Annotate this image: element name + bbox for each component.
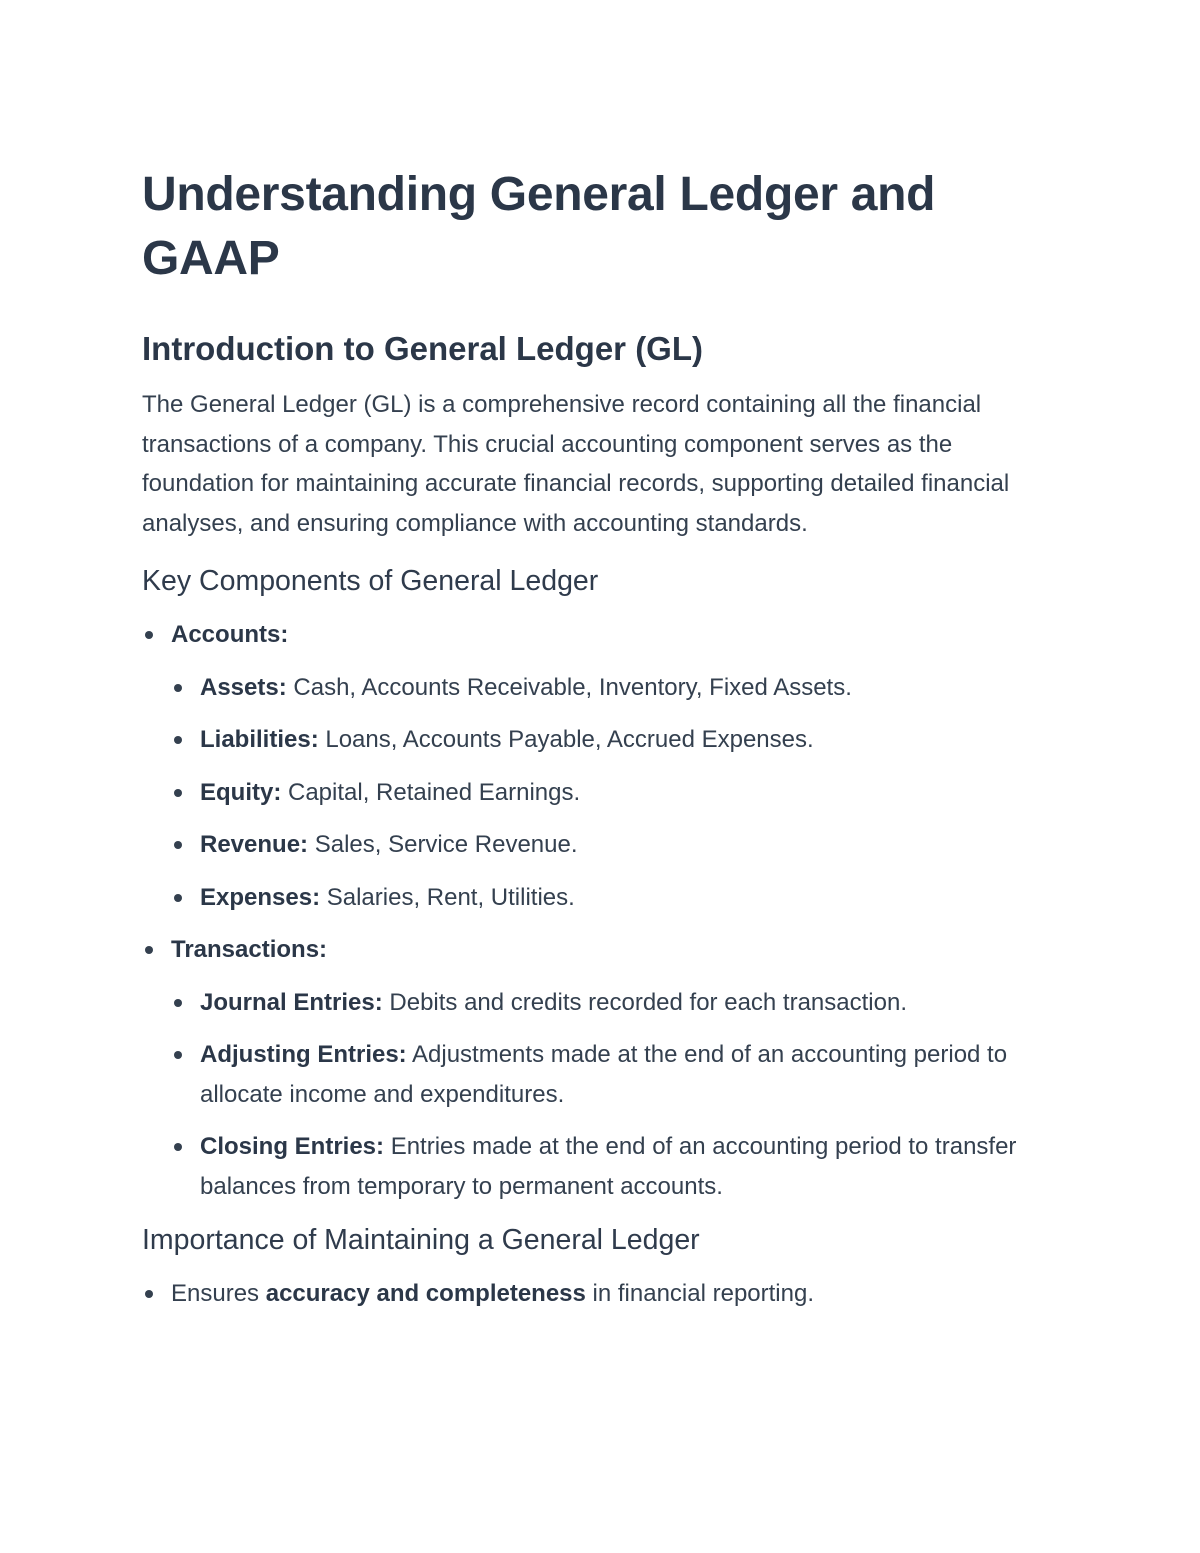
closing-entries-text: Entries made at the end of an accounting period to transfer balances from temporary to permanent accounts. (200, 1133, 1017, 1200)
accounts-sublist (171, 668, 1062, 918)
transactions-sublist (171, 983, 1062, 1207)
bullet-icon (174, 999, 182, 1007)
bullet-icon (145, 946, 153, 954)
list-item-liabilities (171, 720, 1062, 760)
list-item-closing-entries (171, 1127, 1062, 1206)
transactions-label: Transactions: (171, 936, 328, 963)
section-heading-introduction: Introduction to General Ledger (GL) (142, 330, 703, 367)
revenue-text: Sales, Service Revenue. (308, 831, 578, 858)
bullet-icon (145, 631, 153, 639)
list-item-adjusting-entries (171, 1035, 1062, 1114)
list-item-accounts (142, 615, 1062, 917)
bullet-icon (174, 736, 182, 744)
accuracy-pre: Ensures (171, 1280, 266, 1307)
accuracy-post: in financial reporting. (585, 1280, 815, 1307)
bullet-icon (174, 841, 182, 849)
bullet-icon (174, 1051, 182, 1059)
bullet-icon (174, 894, 182, 902)
list-item-revenue (171, 825, 1062, 865)
list-item-transactions (142, 930, 1062, 1206)
closing-entries-term: Closing Entries: (200, 1133, 385, 1160)
liabilities-term: Liabilities: (200, 726, 319, 753)
expenses-term: Expenses: (200, 883, 321, 911)
list-item-assets (171, 668, 1062, 708)
document-content (142, 163, 1062, 1314)
bullet-icon (145, 1290, 153, 1298)
adjusting-entries-term: Adjusting Entries: (200, 1041, 407, 1068)
assets-text: Cash, Accounts Receivable, Inventory, Fixed Assets. (286, 673, 852, 701)
intro-paragraph: The General Ledger (GL) is a comprehensive record containing all the financial transactions of a company. This crucial accounting component serves as the foundation for maintaining accurate financial records, supporting detailed financial analyses, and ensuring compliance with accounting standards. (142, 391, 1010, 537)
expenses-text: Salaries, Rent, Utilities. (320, 883, 575, 911)
bullet-icon (174, 1143, 182, 1151)
list-item-expenses (171, 878, 1062, 918)
list-item-accuracy (142, 1274, 1062, 1314)
journal-entries-text: Debits and credits recorded for each transaction. (382, 988, 907, 1016)
revenue-term: Revenue: (200, 831, 309, 858)
list-item-equity (171, 773, 1062, 813)
equity-term: Equity: (200, 778, 282, 806)
subheading-importance: Importance of Maintaining a General Ledger (142, 1224, 700, 1256)
page-title: Understanding General Ledger and GAAP (142, 168, 936, 285)
adjusting-entries-text: Adjustments made at the end of an accounting period to allocate income and expenditures. (200, 1041, 1008, 1108)
bullet-icon (174, 789, 182, 797)
bullet-icon (174, 684, 182, 692)
journal-entries-term: Journal Entries: (200, 988, 383, 1016)
list-item-journal-entries (171, 983, 1062, 1023)
importance-list (142, 1274, 1062, 1314)
subheading-key-components: Key Components of General Ledger (142, 565, 599, 597)
accuracy-bold: accuracy and completeness (265, 1280, 586, 1307)
equity-text: Capital, Retained Earnings. (281, 778, 581, 806)
liabilities-text: Loans, Accounts Payable, Accrued Expenses. (318, 726, 814, 753)
assets-term: Assets: (200, 673, 287, 701)
key-components-list (142, 615, 1062, 1206)
accounts-label: Accounts: (171, 621, 289, 648)
